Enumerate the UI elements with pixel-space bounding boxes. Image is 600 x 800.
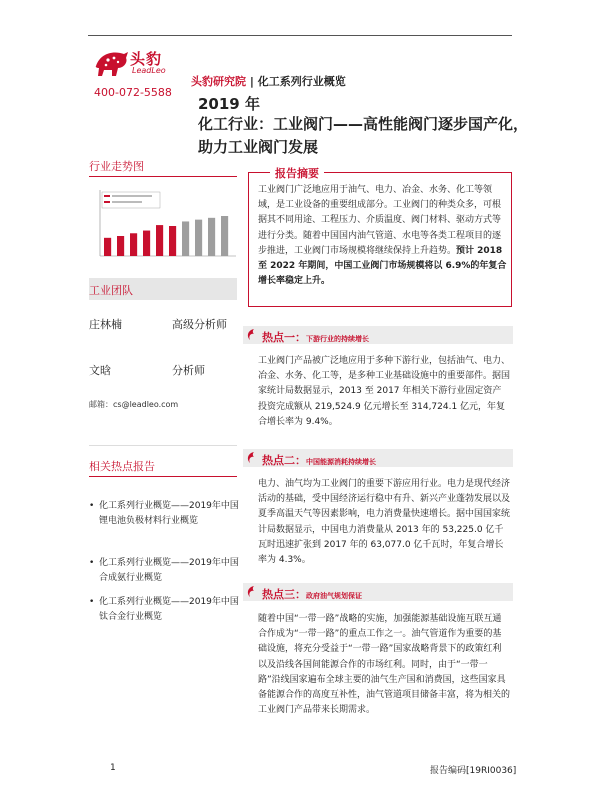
hotpoint-subtitle: 政府油气规划保证 [306,592,362,600]
trend-section-rule [89,176,237,177]
bullet-icon: • [89,558,95,568]
abstract-body: 工业阀门广泛地应用于油气、电力、冶金、水务、化工等领域，是工业设备的重要组成部分。工业阀门的种类众多，可根据其不同用途、工程压力、介质温度、阀门材料、驱动方式等进行分类。随着中国国内油气管道、水电等各类工程项目的逐步推进，工业阀门市场规模将继续保持上升趋势。 [258,185,502,256]
top-rule [88,35,512,36]
related-report-title: 化工系列行业概览——2019年中国合成氨行业概览 [99,558,239,583]
hotpoint-mark-icon [245,328,259,342]
related-section-rule [89,476,237,477]
phone-number: 400-072-5588 [94,86,172,99]
leopard-logo-icon [94,46,130,80]
chart-bar [156,225,163,256]
related-report-title: 化工系列行业概览——2019年中国锂电池负极材料行业概览 [99,501,239,526]
bullet-icon: • [89,501,95,511]
chart-bar [143,231,150,256]
analyst-name: 庄林楠 [89,318,122,331]
bullet-icon: • [89,597,95,607]
hotpoint-mark-icon [245,451,259,465]
related-report-link[interactable] [89,556,244,586]
related-report-link[interactable] [89,499,244,529]
report-title: 化工行业：工业阀门——高性能阀门逐步国产化，助力工业阀门发展 [198,115,529,156]
trend-section-title: 行业走势图 [89,160,144,173]
hotpoint-text: 工业阀门产品被广泛地应用于多种下游行业，包括油气、电力、冶金、水务、化工等，是多种工业基础设施中的重要部件。据国家统计局数据显示，2013 至 2017 年相关下游行业固定资产投资完成额从 219,524.9 亿元增长至 314,724.1 亿元，年复合增长率为 9.4%。 [258,356,511,427]
hotpoint-heading [262,329,369,345]
hotpoint-text: 电力、油气均为工业阀门的重要下游应用行业。电力是现代经济活动的基础，受中国经济运行稳中有升、新兴产业蓬勃发展以及夏季高温天气等因素影响，电力消费量快速增长。据中国国家统计局数据显示，中国电力消费量从 2013 年的 53,225.0 亿千瓦时迅速扩张到 2017 年的 63,077.0 亿千瓦时，年复合增长率为 4.3%。 [258,479,511,566]
trend-thumbnail-chart [90,186,240,264]
contact-email[interactable]: 邮箱：cs@leadleo.com [89,400,179,409]
report-code: 报告编码[19RI0036] [430,766,517,776]
hotpoint-label: 热点三： [262,588,306,601]
hotpoint-subtitle: 下游行业的持续增长 [306,335,369,343]
chart-bar [221,216,228,256]
page-number: 1 [110,763,116,773]
chart-bar [169,226,176,256]
hotpoint-text: 随着中国“一带一路”战略的实施，加强能源基础设施互联互通合作成为“一带一路”的重点工作之一。油气管道作为重要的基础设施，将充分受益于“一带一路”国家战略背景下的政策红利以及沿线各国间能源合作的市场红利。同时，由于“一带一路”沿线国家遍布全球主要的油气生产国和消费国，这些国家具备能源合作的高度互补性，油气管道项目储备丰富，将为相关的工业阀门产品带来长期需求。 [258,614,511,716]
hotpoint-label: 热点一： [262,331,306,344]
chart-bar [182,221,189,256]
abstract-label: 报告摘要 [270,165,324,181]
analyst-name: 文晗 [89,364,111,377]
hotpoint-heading [262,452,376,468]
related-report-link[interactable] [89,595,244,625]
related-report-title: 化工系列行业概览——2019年中国钛合金行业概览 [99,597,239,622]
hotpoint-heading [262,586,362,602]
series-line [191,73,346,89]
abstract-text [258,183,508,289]
chart-bar [104,238,111,256]
separator: | [249,75,254,88]
brand-english: LeadLeo [132,66,166,75]
chart-bar [195,220,202,256]
report-year: 2019 年 [198,95,260,113]
analyst-role: 高级分析师 [172,318,227,331]
analyst-role: 分析师 [172,364,205,377]
hotpoint-subtitle: 中国能源消耗持续增长 [306,458,376,466]
related-top-rule [89,445,237,446]
series-name: 化工系列行业概览 [257,75,346,88]
hotpoint-mark-icon [245,585,259,599]
brand-name: 头豹 [130,50,163,68]
chart-bar [130,233,137,256]
org-name: 头豹研究院 [191,75,246,88]
abstract-highlight: 预计 2018 至 2022 年期间，中国工业阀门市场规模将以 6.9%的年复合增长率稳定上升。 [258,245,507,287]
chart-bar [208,218,215,256]
hotpoint-label: 热点二： [262,454,306,467]
team-section-title: 工业团队 [89,284,133,297]
chart-bar [117,236,124,256]
related-section-title: 相关热点报告 [89,460,155,473]
